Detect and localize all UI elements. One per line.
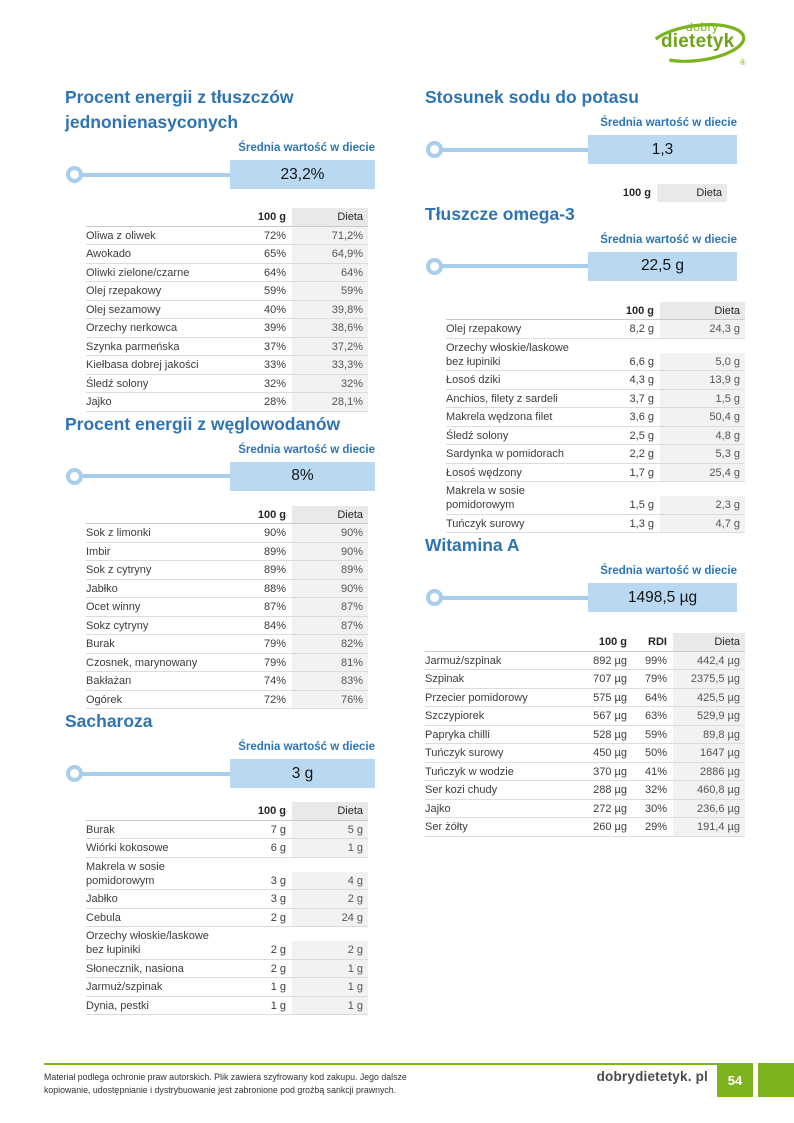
value-per-100g: 892 µg [593, 654, 627, 667]
table-row [86, 598, 368, 617]
lollipop-dot-icon [66, 765, 83, 782]
rdi-value: 32% [644, 784, 667, 796]
dieta-value: 38,6% [292, 319, 368, 337]
col-header-spacer [86, 520, 226, 524]
food-name: Orzechy nerkowca [86, 322, 178, 334]
value-per-100g: 2 g [270, 962, 286, 975]
food-name: Łosoś dziki [446, 374, 501, 386]
food-name: Dynia, pestki [86, 999, 149, 1012]
col-header-spacer [86, 816, 226, 820]
dieta-value: 4,7 g [660, 515, 745, 533]
food-table-carbs [86, 506, 368, 710]
value-per-100g: 64% [263, 266, 286, 279]
table-row [86, 375, 368, 394]
average-value: 8% [230, 462, 375, 491]
table-header [446, 184, 727, 202]
dieta-value: 64,9% [292, 245, 368, 263]
value-per-100g: 1,5 g [629, 499, 654, 511]
dieta-value: 64% [292, 264, 368, 282]
value-per-100g: 707 µg [593, 673, 627, 685]
table-header [86, 208, 368, 227]
food-name: Jarmuż/szpinak [86, 981, 163, 993]
rdi-value: 50% [644, 747, 667, 759]
col-header-100g: 100 g [622, 187, 651, 199]
food-name: Makrela wędzona filet [446, 411, 553, 423]
logo-word-dietetyk: dietetyk [661, 31, 735, 52]
value-per-100g: 2 g [270, 911, 286, 924]
value-per-100g: 1 g [270, 981, 286, 993]
value-per-100g: 370 µg [593, 765, 627, 778]
lollipop-line [82, 173, 230, 177]
food-name: Kiełbasa dobrej jakości [86, 359, 199, 371]
col-header-100g: 100 g [598, 636, 627, 648]
dieta-value: 1 g [292, 839, 368, 857]
table-row [86, 890, 368, 909]
table-row [425, 689, 745, 708]
dieta-value: 76% [292, 691, 368, 709]
value-per-100g: 40% [263, 303, 286, 316]
dieta-value: 191,4 µg [673, 818, 745, 836]
average-indicator [65, 759, 375, 788]
col-header-spacer [446, 316, 590, 320]
food-name: Burak [86, 638, 115, 650]
lollipop-line [442, 596, 588, 600]
dieta-value: 71,2% [292, 227, 368, 245]
table-row [86, 858, 368, 891]
table-row [86, 524, 368, 543]
food-table-mono-fat [86, 208, 368, 412]
table-row [86, 635, 368, 654]
left-column [65, 85, 375, 1015]
dieta-value: 90% [292, 580, 368, 598]
dieta-value: 2 g [292, 941, 368, 959]
food-name: Sok z limonki [86, 527, 151, 539]
dieta-value: 25,4 g [660, 464, 745, 482]
dieta-value: 1647 µg [673, 744, 745, 762]
food-name: Ogórek [86, 693, 123, 706]
value-per-100g: 89% [263, 564, 286, 576]
col-header-100g: 100 g [257, 805, 286, 817]
table-row [86, 691, 368, 710]
food-name: Awokado [86, 248, 132, 260]
value-per-100g: 6 g [270, 842, 286, 854]
average-value: 3 g [230, 759, 375, 788]
footer-divider [44, 1063, 717, 1065]
dieta-value: 90% [292, 543, 368, 561]
table-row [86, 356, 368, 375]
food-name: Ser kozi chudy [425, 784, 498, 796]
dieta-value: 81% [292, 654, 368, 672]
dieta-value: 2886 µg [673, 763, 745, 781]
food-name: Jabłko [86, 893, 118, 905]
section-title-mono-fat: Procent energii z tłuszczów jednonienasyconych [65, 87, 294, 132]
table-row [446, 390, 745, 409]
food-name: Śledź solony [86, 377, 149, 390]
value-per-100g: 3,7 g [629, 392, 654, 405]
rdi-value: 30% [644, 802, 667, 815]
table-row [86, 909, 368, 928]
footer-accent-block [758, 1063, 794, 1097]
dieta-value: 24,3 g [660, 320, 745, 338]
food-name: Szpinak [425, 673, 465, 685]
dieta-value: 4 g [292, 872, 368, 890]
avg-value-label: Średnia wartość w diecie [600, 117, 737, 129]
food-name: Ser żółty [425, 821, 468, 833]
value-per-100g: 88% [263, 582, 286, 595]
section-title-sodium-potassium: Stosunek sodu do potasu [425, 87, 639, 107]
table-row [446, 371, 745, 390]
avg-value-label: Średnia wartość w diecie [600, 565, 737, 577]
table-header [86, 802, 368, 821]
table-row [446, 320, 745, 339]
value-per-100g: 74% [263, 675, 286, 687]
copyright-notice-line2: kopiowanie, udostępnianie i dystrybuowanie jest zabronione pod groźbą sankcji prawnych. [44, 1085, 397, 1095]
col-header-dieta: Dieta [292, 802, 368, 820]
value-per-100g: 288 µg [593, 784, 627, 796]
table-row [86, 672, 368, 691]
rdi-value: 99% [644, 654, 667, 667]
value-per-100g: 65% [263, 248, 286, 260]
dieta-value: 442,4 µg [673, 652, 745, 670]
average-indicator [65, 160, 375, 189]
table-row [86, 617, 368, 636]
average-indicator [425, 252, 745, 281]
value-per-100g: 3,6 g [629, 411, 654, 423]
average-value: 22,5 g [588, 252, 737, 281]
avg-value-label: Średnia wartość w diecie [238, 443, 375, 456]
value-per-100g: 7 g [270, 823, 286, 836]
table-row [425, 763, 745, 782]
col-header-dieta: Dieta [292, 208, 368, 226]
food-name: Jabłko [86, 582, 118, 595]
dieta-value: 2 g [292, 890, 368, 908]
section-title-carbs: Procent energii z węglowodanów [65, 413, 341, 434]
food-name: Przecier pomidorowy [425, 691, 528, 704]
value-per-100g: 72% [263, 229, 286, 242]
avg-value-label: Średnia wartość w diecie [600, 233, 737, 246]
page-number-badge: 54 [717, 1063, 753, 1097]
average-value: 1,3 [588, 135, 737, 164]
rdi-value: 63% [644, 710, 667, 722]
food-name: Sardynka w pomidorach [446, 448, 565, 460]
col-header-dieta: Dieta [292, 506, 368, 524]
table-row [425, 652, 745, 671]
food-name: Orzechy włoskie/laskowe bez łupiniki [446, 341, 569, 368]
dieta-value: 5,0 g [660, 353, 745, 371]
right-column [425, 85, 745, 837]
food-name: Papryka chilli [425, 728, 490, 741]
food-name: Szynka parmeńska [86, 340, 180, 353]
average-indicator [425, 583, 745, 612]
copyright-notice [44, 1071, 484, 1097]
dieta-value: 529,9 µg [673, 707, 745, 725]
average-value: 1498,5 µg [588, 583, 737, 612]
dieta-value: 28,1% [292, 393, 368, 411]
lollipop-line [82, 772, 230, 776]
table-row [446, 408, 745, 427]
food-name: Makrela w sosie pomidorowym [446, 485, 525, 511]
lollipop-dot-icon [66, 166, 83, 183]
dieta-value: 1 g [292, 997, 368, 1015]
dieta-value: 460,8 µg [673, 781, 745, 799]
section-title-omega3: Tłuszcze omega-3 [425, 203, 575, 224]
value-per-100g: 6,6 g [629, 355, 654, 368]
table-row [86, 301, 368, 320]
dieta-value: 1 g [292, 960, 368, 978]
food-name: Śledź solony [446, 429, 509, 442]
avg-value-label: Średnia wartość w diecie [238, 142, 375, 154]
table-row [86, 821, 368, 840]
rdi-value: 79% [644, 673, 667, 685]
table-row [86, 978, 368, 997]
value-per-100g: 1,3 g [629, 517, 654, 530]
col-header-spacer [86, 222, 226, 226]
table-row [86, 580, 368, 599]
value-per-100g: 84% [263, 619, 286, 632]
table-body [86, 227, 368, 412]
table-row [425, 800, 745, 819]
dieta-value: 425,5 µg [673, 689, 745, 707]
table-row [446, 464, 745, 483]
avg-value-label: Średnia wartość w diecie [238, 741, 375, 753]
table-header [446, 302, 745, 321]
value-per-100g: 79% [263, 656, 286, 669]
table-row [86, 654, 368, 673]
table-row [86, 561, 368, 580]
food-name: Jarmuż/szpinak [425, 654, 502, 667]
value-per-100g: 567 µg [593, 710, 627, 722]
lollipop-line [442, 148, 588, 152]
section-title-vitamin-a: Witamina A [425, 535, 520, 555]
dieta-value: 59% [292, 282, 368, 300]
col-header-100g: 100 g [257, 508, 286, 521]
value-per-100g: 79% [263, 638, 286, 650]
value-per-100g: 575 µg [593, 691, 627, 704]
table-body [86, 524, 368, 709]
food-name: Słonecznik, nasiona [86, 962, 184, 975]
table-row [446, 339, 745, 372]
value-per-100g: 2,5 g [629, 429, 654, 442]
col-header-rdi: RDI [648, 636, 667, 648]
dieta-value: 24 g [292, 909, 368, 927]
food-name: Olej sezamowy [86, 303, 161, 316]
table-row [86, 997, 368, 1016]
dieta-value: 2375,5 µg [673, 670, 745, 688]
website-link[interactable]: dobrydietetyk. pl [596, 1069, 708, 1084]
table-row [86, 543, 368, 562]
dieta-value: 87% [292, 598, 368, 616]
table-row [425, 781, 745, 800]
table-row [86, 227, 368, 246]
col-header-100g: 100 g [257, 211, 286, 223]
food-name: Cebula [86, 911, 121, 924]
dieta-value: 39,8% [292, 301, 368, 319]
average-indicator [425, 135, 745, 164]
table-header [86, 506, 368, 525]
food-name: Bakłażan [86, 675, 132, 687]
table-row [446, 445, 745, 464]
value-per-100g: 89% [263, 545, 286, 558]
food-name: Tuńczyk surowy [425, 747, 504, 759]
dieta-value: 87% [292, 617, 368, 635]
table-row [86, 960, 368, 979]
rdi-value: 41% [644, 765, 667, 778]
dieta-value: 82% [292, 635, 368, 653]
table-body [86, 821, 368, 1016]
value-per-100g: 90% [263, 527, 286, 539]
dieta-value: 89% [292, 561, 368, 579]
food-name: Sok z cytryny [86, 564, 152, 576]
value-per-100g: 528 µg [593, 728, 627, 741]
table-row [446, 482, 745, 515]
value-per-100g: 272 µg [593, 802, 627, 815]
table-row [425, 818, 745, 837]
table-row [86, 319, 368, 338]
food-name: Tuńczyk surowy [446, 517, 525, 530]
value-per-100g: 28% [263, 396, 286, 408]
average-indicator [65, 462, 375, 491]
dieta-value: 37,2% [292, 338, 368, 356]
value-per-100g: 1,7 g [629, 466, 654, 479]
food-name: Łosoś wędzony [446, 466, 522, 479]
value-per-100g: 4,3 g [629, 374, 654, 386]
col-header-dieta: Dieta [660, 302, 745, 320]
food-name: Sokz cytryny [86, 619, 149, 632]
table-row [86, 393, 368, 412]
table-row [425, 707, 745, 726]
dieta-value: 1,5 g [660, 390, 745, 408]
rdi-value: 29% [644, 821, 667, 833]
lollipop-dot-icon [426, 589, 443, 606]
food-table-sucrose [86, 802, 368, 1015]
logo-word-dobry: dobry [686, 20, 719, 34]
col-header-spacer [425, 647, 575, 651]
value-per-100g: 37% [263, 340, 286, 353]
section-title-sucrose: Sacharoza [65, 711, 153, 731]
food-name: Olej rzepakowy [446, 323, 522, 335]
dieta-value: 89,8 µg [673, 726, 745, 744]
registered-mark: ® [740, 58, 746, 67]
copyright-notice-line1: Materiał podlega ochronie praw autorskich. Plik zawiera szyfrowany kod zakupu. Jego dalsze [44, 1072, 407, 1082]
table-body [425, 652, 745, 837]
col-header-dieta: Dieta [673, 633, 745, 651]
food-name: Ocet winny [86, 601, 141, 613]
lollipop-dot-icon [426, 258, 443, 275]
food-name: Burak [86, 823, 115, 836]
food-name: Jajko [425, 802, 451, 815]
food-table-vitamin-a [425, 633, 745, 837]
value-per-100g: 72% [263, 693, 286, 706]
dieta-value: 2,3 g [660, 496, 745, 514]
value-per-100g: 8,2 g [629, 323, 654, 335]
dieta-value: 1 g [292, 978, 368, 996]
value-per-100g: 1 g [270, 999, 286, 1012]
value-per-100g: 59% [263, 285, 286, 297]
dieta-value: 90% [292, 524, 368, 542]
value-per-100g: 3 g [270, 893, 286, 905]
dieta-value: 236,6 µg [673, 800, 745, 818]
food-name: Makrela w sosie pomidorowym [86, 860, 165, 887]
food-table-omega3 [446, 302, 745, 534]
table-sodium-potassium [446, 184, 727, 202]
dieta-value: 50,4 g [660, 408, 745, 426]
dieta-value: 33,3% [292, 356, 368, 374]
table-row [86, 264, 368, 283]
table-row [446, 515, 745, 534]
dieta-value: 5,3 g [660, 445, 745, 463]
food-name: Orzechy włoskie/laskowe bez łupiniki [86, 930, 209, 956]
food-name: Tuńczyk w wodzie [425, 765, 514, 778]
table-row [86, 245, 368, 264]
dieta-value: 32% [292, 375, 368, 393]
food-name: Oliwki zielone/czarne [86, 266, 190, 279]
value-per-100g: 32% [263, 377, 286, 390]
food-name: Imbir [86, 545, 111, 558]
col-header-100g: 100 g [625, 304, 654, 317]
lollipop-dot-icon [426, 141, 443, 158]
dieta-value: 13,9 g [660, 371, 745, 389]
table-row [446, 427, 745, 446]
value-per-100g: 450 µg [593, 747, 627, 759]
food-name: Wiórki kokosowe [86, 842, 169, 854]
lollipop-dot-icon [66, 468, 83, 485]
food-name: Jajko [86, 396, 112, 408]
col-header-spacer [446, 198, 593, 202]
value-per-100g: 260 µg [593, 821, 627, 833]
average-value: 23,2% [230, 160, 375, 189]
table-body [446, 320, 745, 533]
table-row [86, 338, 368, 357]
table-row [86, 282, 368, 301]
value-per-100g: 39% [263, 322, 286, 334]
food-name: Szczypiorek [425, 710, 485, 722]
food-name: Czosnek, marynowany [86, 656, 198, 669]
table-row [425, 670, 745, 689]
dieta-value: 4,8 g [660, 427, 745, 445]
food-name: Olej rzepakowy [86, 285, 162, 297]
dieta-value: 5 g [292, 821, 368, 839]
lollipop-line [442, 264, 588, 268]
lollipop-line [82, 474, 230, 478]
table-row [425, 726, 745, 745]
table-row [86, 839, 368, 858]
rdi-value: 59% [644, 728, 667, 741]
rdi-value: 64% [644, 691, 667, 704]
value-per-100g: 33% [263, 359, 286, 371]
value-per-100g: 2 g [270, 944, 286, 956]
food-name: Anchios, filety z sardeli [446, 392, 558, 405]
dieta-value: 83% [292, 672, 368, 690]
logo [646, 14, 750, 70]
table-header [425, 633, 745, 652]
col-header-dieta: Dieta [657, 184, 727, 202]
value-per-100g: 2,2 g [629, 448, 654, 460]
table-row [86, 927, 368, 960]
value-per-100g: 3 g [270, 874, 286, 887]
value-per-100g: 87% [263, 601, 286, 613]
table-row [425, 744, 745, 763]
food-name: Oliwa z oliwek [86, 229, 156, 242]
